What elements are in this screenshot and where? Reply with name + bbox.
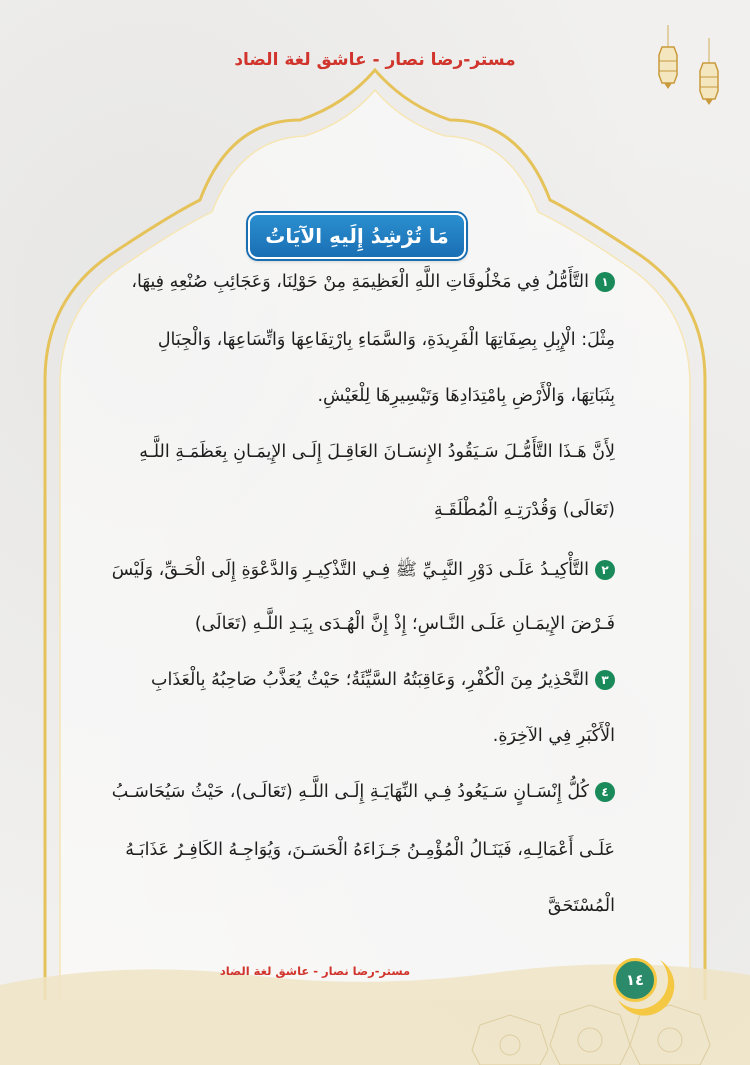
point-4-line-2: عَلَـى أَعْمَالِـهِ، فَيَنَـالُ الْمُؤْمِـنُ جَـزَاءَهُ الْحَسَـنَ، وَيُوَاجِـهُ الكَافِـرُ عَذَابَـهُ	[125, 840, 615, 860]
section-title: مَا تُرْشِدُ إِلَيهِ الآيَاتُ	[265, 224, 449, 248]
point-1-line-1: ١التَّأَمُّلُ فِي مَخْلُوقَاتِ اللَّهِ الْعَظِيمَةِ مِنْ حَوْلِنَا، وَعَجَائِبِ صُنْعِهِ فِيهَا،	[105, 272, 615, 292]
lantern-icon	[696, 38, 722, 106]
point-1-line-2: مِثْلَ: الْإِبِلِ بِصِفَاتِهَا الْفَرِيدَةِ، وَالسَّمَاءِ بِارْتِفَاعِهَا وَاتِّسَاعِهَا، وَالْجِبَالِ	[157, 330, 615, 350]
point-3-line-2: الْأَكْبَرِ فِي الآخِرَةِ.	[492, 726, 615, 746]
point-1-line-5: (تَعَالَى) وَقُدْرَتِـهِ الْمُطْلَقَـةِ	[434, 500, 615, 520]
section-title-banner	[248, 213, 466, 259]
point-number-badge: ٤	[595, 782, 615, 802]
page-number: ١٤	[613, 958, 657, 1002]
point-3-line-1: ٣التَّحْذِيرُ مِنَ الْكُفْرِ، وَعَاقِبَتُهُ السَّيِّئَةُ؛ حَيْثُ يُعَذَّبُ صَاحِبُهُ بِالْعَذَابِ	[105, 670, 615, 690]
header-watermark: مستر-رضا نصار - عاشق لغة الضاد	[234, 50, 516, 70]
point-1-line-4: لِأَنَّ هَـذَا التَّأَمُّـلَ سَـيَقُودُ الإِنسَـانَ العَاقِـلَ إِلَـى الإِيمَـانِ بِعَظَمَـةِ اللَّـهِ	[139, 442, 615, 462]
point-1-line-3: بِثَبَاتِهَا، وَالْأَرْضِ بِامْتِدَادِهَا وَتَيْسِيرِهَا لِلْعَيْشِ.	[317, 386, 615, 406]
point-number-badge: ١	[595, 272, 615, 292]
point-4-line-1: ٤كُلُّ إِنْسَـانٍ سَـيَعُودُ فِـي النِّهَايَـةِ إِلَـى اللَّـهِ (تَعَالَـى)، حَيْثُ سَيُحَاسَـبُ	[105, 782, 615, 802]
point-2-line-1: ٢التَّأْكِيـدُ عَلَـى دَوْرِ النَّبِـيِّ ﷺ فِـي التَّذْكِيـرِ وَالدَّعْوَةِ إِلَى الْحَـقِّ، وَلَيْسَ	[105, 558, 615, 584]
point-number-badge: ٣	[595, 670, 615, 690]
point-number-badge: ٢	[595, 560, 615, 580]
point-2-line-2: فَـرْضَ الإِيمَـانِ عَلَـى النَّـاسِ؛ إِذْ إِنَّ الْهُـدَى بِيَـدِ اللَّـهِ (تَعَالَى)	[194, 614, 615, 634]
footer-watermark: مستر-رضا نصار - عاشق لغة الضاد	[219, 964, 411, 978]
point-4-line-3: الْمُسْتَحَقَّ	[547, 896, 615, 916]
